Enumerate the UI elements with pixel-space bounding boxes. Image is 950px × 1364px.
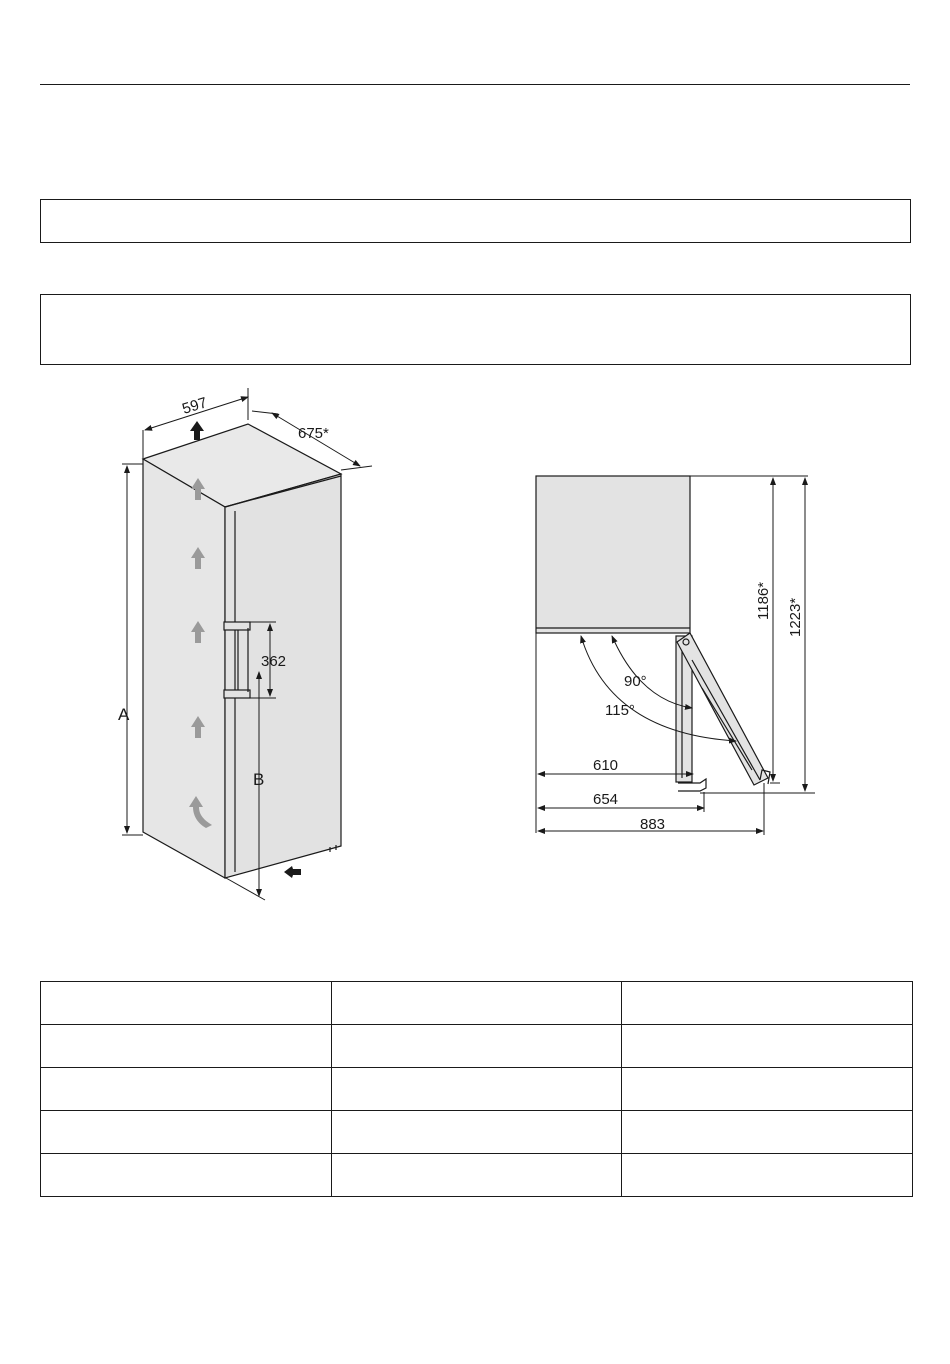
airflow-arrow-bottom (284, 866, 301, 878)
dim-654-label: 654 (593, 791, 619, 808)
dim-depth-label: 675* (298, 425, 329, 442)
airflow-arrow-top (190, 421, 204, 440)
table-cell (331, 1154, 622, 1197)
table-cell (41, 1068, 332, 1111)
table-cell (622, 1068, 913, 1111)
dim-width-label: 597 (180, 394, 210, 418)
table-row (41, 982, 913, 1025)
table-cell (41, 982, 332, 1025)
table-cell (331, 982, 622, 1025)
table-row (41, 1154, 913, 1197)
table-cell (41, 1154, 332, 1197)
dim-883-label: 883 (640, 816, 666, 833)
table-cell (331, 1068, 622, 1111)
dim-height-a-label: A (118, 705, 130, 724)
table-cell (331, 1025, 622, 1068)
dim-angle-115-label: 115° (605, 702, 635, 719)
table-row (41, 1111, 913, 1154)
dim-610-label: 610 (593, 757, 619, 774)
table-cell (41, 1111, 332, 1154)
dim-1223-label: 1223* (787, 597, 804, 637)
dimensions-table (40, 981, 913, 1197)
table-row (41, 1068, 913, 1111)
table-cell (622, 1025, 913, 1068)
dim-angle-90-label: 90° (624, 673, 647, 690)
appliance-3d-view (143, 424, 341, 878)
table-cell (622, 1111, 913, 1154)
dim-1186-label: 1186* (755, 581, 772, 620)
table-cell (622, 1154, 913, 1197)
dim-handle-label: 362 (261, 653, 287, 670)
table-row (41, 1025, 913, 1068)
table-cell (622, 982, 913, 1025)
dim-height-b-label: B (253, 770, 265, 789)
table-cell (331, 1111, 622, 1154)
table-cell (41, 1025, 332, 1068)
